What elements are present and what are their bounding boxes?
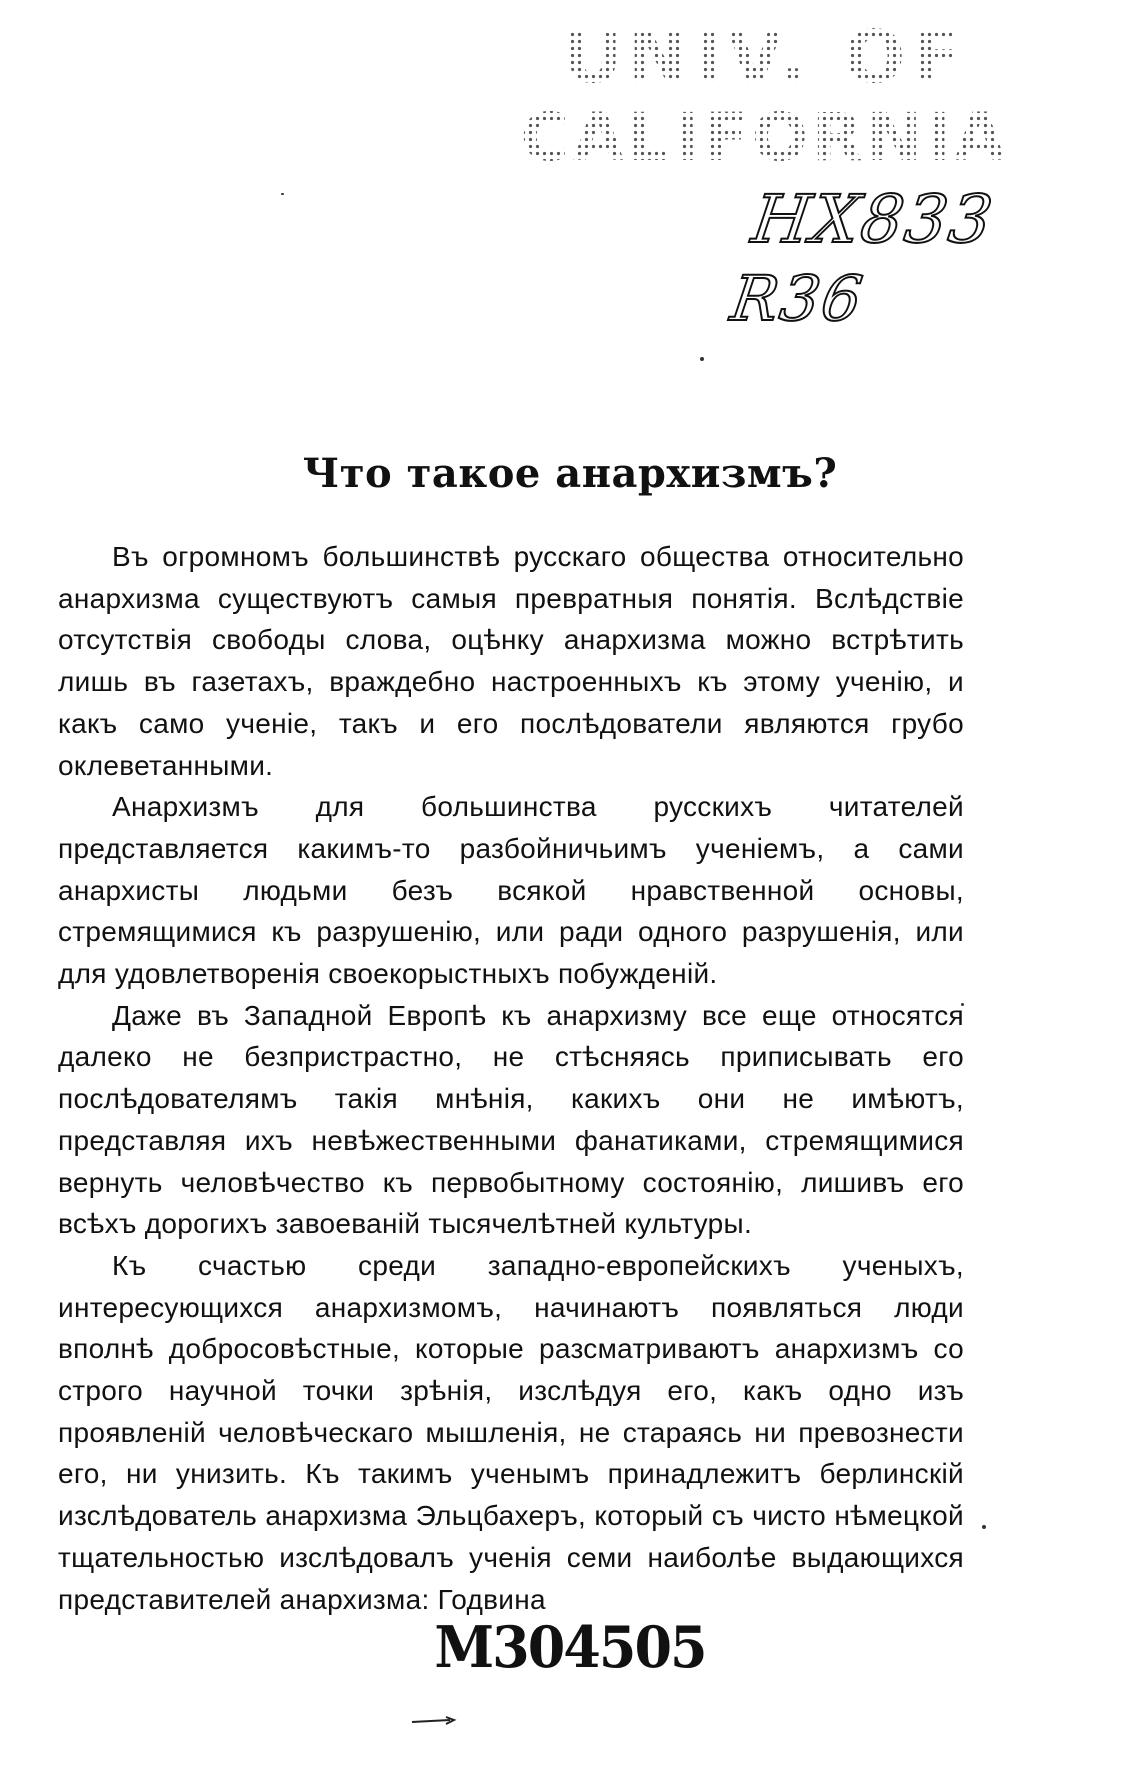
handwritten-call-number [720, 170, 1020, 340]
paragraph-4: Къ счастью среди западно-европейскихъ ученыхъ, интересующихся анархизмомъ, начинаютъ появляться люди вполнѣ добросовѣстные, которые разсматриваютъ анархизмъ со строго научной точки зрѣнія, изслѣдуя его, какъ одно изъ проявленій человѣческаго мышленія, не стараясь ни превознести его, ни унизить. Къ такимъ ученымъ принадлежитъ берлинскій изслѣдователь анархизма Эльцбахеръ, который съ чисто нѣмецкой тщательностью изслѣдовалъ ученія семи наиболѣе выдающихся представителей анархизма: Годвина [58, 1249, 964, 1615]
stamp-line-2: CALIFORNIA [520, 99, 1010, 176]
scan-speck [982, 1525, 986, 1529]
accession-number: M304505 [434, 1613, 706, 1681]
body-text [58, 536, 964, 1620]
page-title: Что такое анархизмъ? [302, 450, 838, 497]
scan-speck [700, 357, 704, 361]
paragraph-1: Въ огромномъ большинствѣ русскаго общества относительно анархизма существуютъ самыя превратныя понятія. Вслѣдствіе отсутствія свободы слова, оцѣнку анархизма можно встрѣтить лишь въ газетахъ, враждебно настроенныхъ къ этому ученію, и какъ само ученіе, такъ и его послѣдователи являются грубо оклеветанными. [58, 541, 964, 781]
call-number-line-2: R36 [726, 262, 869, 335]
stamp-line-1: UNIV. OF [563, 15, 967, 99]
scan-speck [281, 193, 284, 195]
paragraph-2: Анархизмъ для большинства русскихъ читателей представляется какимъ-то разбойничьимъ ученіемъ, а сами анархисты людьми безъ всякой нравственной основы, стремящимися къ разрушенію, или ради одного разрушенія, или для удовлетворенія своекорыстныхъ побужденій. [58, 791, 964, 990]
call-number-line-1: HX833 [747, 180, 1000, 258]
paragraph-3: Даже въ Западной Европѣ къ анархизму все еще относятся далеко не безпристрастно, не стѣсняясь приписывать его послѣдователямъ такія мнѣнія, какихъ они не имѣютъ, представляя ихъ невѣжественными фанатиками, стремящимися вернуть человѣчество къ первобытному состоянію, лишивъ его всѣхъ дорогихъ завоеваній тысячелѣтней культуры. [58, 999, 964, 1240]
library-perforation-stamp [520, 10, 1010, 180]
page-mark [410, 1715, 460, 1729]
